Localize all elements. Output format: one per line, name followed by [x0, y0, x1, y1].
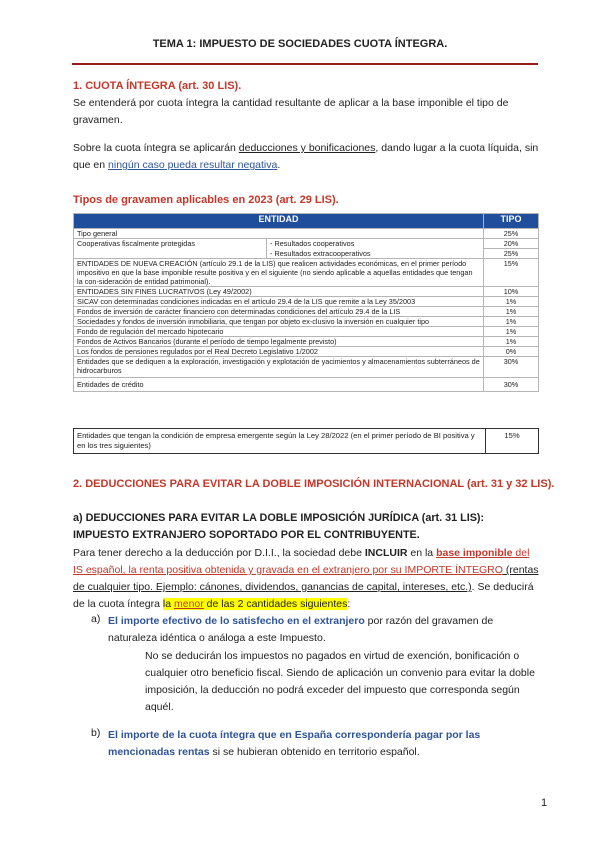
section2-paragraph [73, 545, 539, 613]
table-row [74, 239, 539, 249]
rate-cell: 1% [484, 327, 539, 337]
table-row [74, 429, 539, 454]
rate-cell: 15% [486, 429, 539, 454]
text-run: : [347, 598, 351, 610]
title-divider [72, 63, 538, 65]
rates-table [73, 213, 539, 392]
rate-cell: 15% [484, 259, 539, 287]
rate-cell: 20% [484, 239, 539, 249]
section1-heading: 1. CUOTA ÍNTEGRA (art. 30 LIS). [73, 80, 242, 92]
entity-sub-cell: - Resultados extracooperativos [267, 249, 484, 259]
entity-cell: ENTIDADES DE NUEVA CREACIÓN (artículo 29.1 de la LIS) que realicen actividades económicas, en el primer período impositivo en que la base imponible resulte positiva y en el siguiente (no siendo aplicable a aquellas entidades que tengan la con-sideración de entidad patrimonial). [74, 259, 484, 287]
section1-paragraph-1: Se entenderá por cuota íntegra la cantidad resultante de aplicar a la base imponible el tipo de gravamen. [73, 97, 509, 126]
entity-cell: Los fondos de pensiones regulados por el Real Decreto Legislativo 1/2002 [74, 347, 484, 357]
entity-cell: ENTIDADES SIN FINES LUCRATIVOS (Ley 49/2002) [74, 287, 484, 297]
rate-column-header: TIPO [484, 214, 539, 229]
page-number: 1 [541, 797, 548, 809]
item-a-note: No se deducirán los impuestos no pagados en virtud de exención, bonificación o cualquier otro beneficio fiscal. Siendo de aplicación un convenio para evitar la doble imposición, la deducción no podrá exceder del impuesto que corresponda según aquél. [145, 650, 535, 713]
rate-cell: 0% [484, 347, 539, 357]
incluir-text: INCLUIR [364, 547, 408, 559]
base-imponible-link[interactable]: base imponible [436, 547, 513, 559]
emergente-table [73, 428, 539, 454]
rate-cell: 30% [484, 357, 539, 378]
rate-cell: 10% [484, 287, 539, 297]
menor-text: menor [174, 598, 204, 610]
entity-cell: Fondos de inversión de carácter financiero con determinadas condiciones del artículo 29.4 de la LIS [74, 307, 484, 317]
table-row [74, 229, 539, 239]
text-run: , dando lugar a la cuota líquida, sin que en [73, 142, 539, 171]
rate-cell: 25% [484, 249, 539, 259]
rate-cell: 30% [484, 378, 539, 392]
entity-cell: Entidades que tengan la condición de empresa emergente según la Ley 28/2022 (en el primer período de BI positiva y en los tres siguientes) [74, 429, 486, 454]
section1-paragraph-2 [73, 140, 539, 174]
entity-cell: Entidades de crédito [74, 378, 484, 392]
rate-cell: 1% [484, 337, 539, 347]
table-row [74, 347, 539, 357]
negativa-link[interactable]: ningún caso pueda resultar negativa [108, 159, 278, 171]
text-run: . [277, 159, 281, 171]
list-item-b [108, 727, 540, 761]
entity-column-header: ENTIDAD [74, 214, 484, 229]
table-row [74, 337, 539, 347]
table-row [74, 287, 539, 297]
rate-cell: 1% [484, 297, 539, 307]
list-label-b: b) [91, 727, 101, 739]
item-a-bold-text: El importe efectivo de lo satisfecho en el extranjero [108, 615, 365, 627]
section2-heading: 2. DEDUCCIONES PARA EVITAR LA DOBLE IMPOSICIÓN INTERNACIONAL (art. 31 y 32 LIS). [73, 478, 555, 490]
entity-cell: SICAV con determinadas condiciones indicadas en el artículo 29.4 de la LIS que remite a la Ley 35/2003 [74, 297, 484, 307]
list-item-a [108, 613, 540, 647]
rate-cell: 25% [484, 229, 539, 239]
deducciones-link[interactable]: deducciones y bonificaciones [238, 142, 376, 154]
rates-heading: Tipos de gravamen aplicables en 2023 (art. 29 LIS). [73, 194, 339, 206]
text-run: Sobre la cuota íntegra se aplicarán [73, 142, 239, 154]
list-label-a: a) [91, 613, 101, 625]
entity-cell: Cooperativas fiscalmente protegidas [74, 239, 267, 249]
rate-cell: 1% [484, 317, 539, 327]
table-row [74, 327, 539, 337]
text-run: en la [407, 547, 437, 559]
rentas-example-text: (rentas de cualquier tipo. Ejemplo: cánones, dividendos, ganancias de capital, intereses, etc.) [73, 564, 539, 593]
text-run: . Se deducirá de la cuota íntegra [73, 581, 534, 610]
section2-subheading-a: a) DEDUCCIONES PARA EVITAR LA DOBLE IMPOSICIÓN JURÍDICA (art. 31 LIS): IMPUESTO EXTRANJERO SOPORTADO POR EL CONTRIBUYENTE. [73, 512, 485, 541]
item-b-bold-text: El importe de la cuota íntegra que en España correspondería pagar por las mencionadas rentas [108, 729, 481, 758]
page-title: TEMA 1: IMPUESTO DE SOCIEDADES CUOTA ÍNTEGRA. [152, 38, 448, 50]
rate-cell: 1% [484, 307, 539, 317]
highlight-text: la menor de las 2 cantidades siguientes [162, 598, 348, 610]
entity-cell [74, 249, 267, 259]
table-row [74, 259, 539, 287]
table-row [74, 249, 539, 259]
text-run: Para tener derecho a la deducción por D.I.I., la sociedad debe [73, 547, 365, 559]
renta-positiva-text: del IS español, la renta positiva obtenida y gravada en el extranjero por su IMPORTE ÍNTEGRO [73, 547, 530, 576]
text-run: por razón del gravamen de naturaleza idéntica o análoga a este Impuesto. [108, 615, 494, 644]
table-row [74, 378, 539, 392]
entity-cell: Sociedades y fondos de inversión inmobiliaria, que tengan por objeto ex-clusivo la inversión en cualquier tipo [74, 317, 484, 327]
entity-cell: Fondos de Activos Bancarios (durante el período de tiempo legalmente previsto) [74, 337, 484, 347]
text-run: si se hubieran obtenido en territorio español. [209, 746, 420, 758]
entity-cell: Fondo de regulación del mercado hipotecario [74, 327, 484, 337]
table-row [74, 307, 539, 317]
entity-sub-cell: - Resultados cooperativos [267, 239, 484, 249]
rates-header-row [74, 214, 539, 229]
table-row [74, 317, 539, 327]
table-row [74, 357, 539, 378]
entity-cell: Entidades que se dediquen a la exploración, investigación y explotación de yacimientos y almacenamientos subterráneos de hidrocarburos [74, 357, 484, 378]
entity-cell: Tipo general [74, 229, 484, 239]
table-row [74, 297, 539, 307]
